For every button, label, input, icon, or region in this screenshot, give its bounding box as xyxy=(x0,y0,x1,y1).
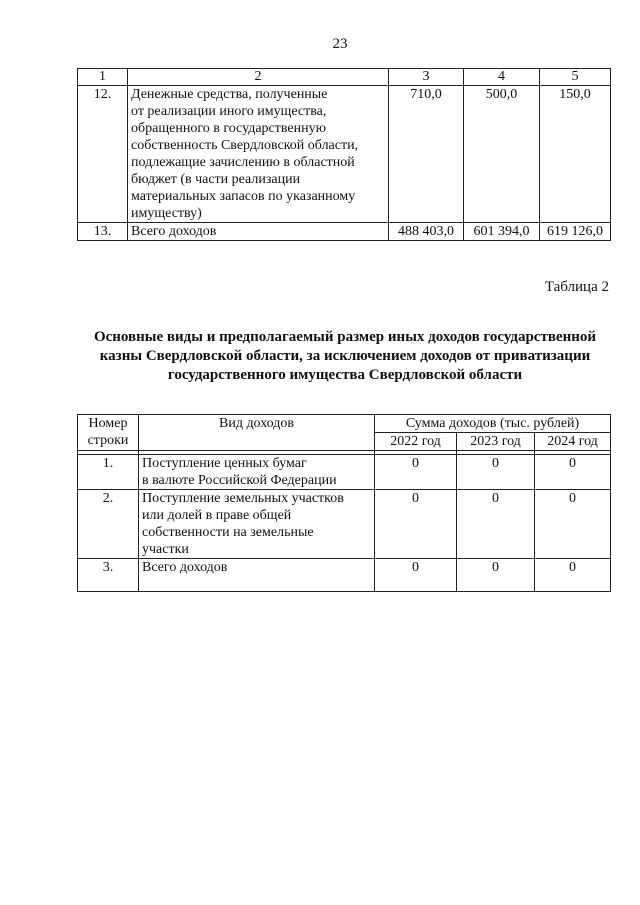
column-number: 5 xyxy=(540,69,611,86)
text-line: Поступление земельных участков xyxy=(142,491,344,506)
page-number: 23 xyxy=(332,36,348,52)
text-line: или долей в праве общей xyxy=(142,508,292,523)
table-row xyxy=(78,559,611,592)
value-2022: 710,0 xyxy=(389,86,464,223)
column-number: 4 xyxy=(464,69,540,86)
table-header-row xyxy=(78,69,611,86)
table-row xyxy=(78,86,611,223)
table-row xyxy=(78,223,611,241)
income-description xyxy=(128,223,389,241)
table-header-row xyxy=(78,415,611,433)
value-2024: 0 xyxy=(535,490,611,559)
text-line: Всего доходов xyxy=(142,560,228,575)
column-header-kind: Вид доходов xyxy=(139,415,375,451)
text-line: Денежные средства, полученные xyxy=(131,87,328,102)
column-header-number xyxy=(78,415,139,451)
column-header-year: 2024 год xyxy=(535,433,611,451)
title-line: Основные виды и предполагаемый размер иных доходов государственной xyxy=(93,329,597,345)
title-line: государственного имущества Свердловской области xyxy=(167,367,523,383)
header-line: строки xyxy=(87,433,129,448)
text-line: участки xyxy=(142,542,189,557)
text-line: материальных запасов по указанному xyxy=(131,189,356,204)
row-number: 12. xyxy=(78,86,128,223)
text-line: Всего доходов xyxy=(131,224,217,239)
other-income-table xyxy=(77,414,611,592)
value-2022: 0 xyxy=(375,455,457,490)
income-kind xyxy=(139,559,375,592)
text-line: Поступление ценных бумаг xyxy=(142,456,307,471)
row-number: 2. xyxy=(78,490,139,559)
value-2023: 0 xyxy=(457,455,535,490)
value-2023: 0 xyxy=(457,559,535,592)
table-title xyxy=(80,328,610,385)
income-kind xyxy=(139,490,375,559)
value-2023: 500,0 xyxy=(464,86,540,223)
value-2022: 0 xyxy=(375,559,457,592)
value-2024: 150,0 xyxy=(540,86,611,223)
column-header-year: 2023 год xyxy=(457,433,535,451)
row-number: 3. xyxy=(78,559,139,592)
table-row xyxy=(78,490,611,559)
column-header-sum: Сумма доходов (тыс. рублей) xyxy=(375,415,611,433)
value-2024: 619 126,0 xyxy=(540,223,611,241)
column-header-year: 2022 год xyxy=(375,433,457,451)
text-line: собственность Свердловской области, xyxy=(131,138,359,153)
table-row xyxy=(78,455,611,490)
text-line: собственности на земельные xyxy=(142,525,314,540)
income-kind xyxy=(139,455,375,490)
column-number: 1 xyxy=(78,69,128,86)
value-2023: 0 xyxy=(457,490,535,559)
income-table-continued xyxy=(77,68,611,241)
row-number: 1. xyxy=(78,455,139,490)
title-line: казны Свердловской области, за исключением доходов от приватизации xyxy=(99,348,591,364)
column-number: 3 xyxy=(389,69,464,86)
value-2022: 0 xyxy=(375,490,457,559)
text-line: бюджет (в части реализации xyxy=(131,172,301,187)
text-line: обращенного в государственную xyxy=(131,121,327,136)
income-description xyxy=(128,86,389,223)
text-line: в валюте Российской Федерации xyxy=(142,473,337,488)
text-line: от реализации иного имущества, xyxy=(131,104,327,119)
text-line: подлежащие зачислению в областной xyxy=(131,155,355,170)
text-line: имуществу) xyxy=(131,206,202,221)
value-2024: 0 xyxy=(535,455,611,490)
row-number: 13. xyxy=(78,223,128,241)
header-line: Номер xyxy=(88,416,128,431)
value-2022: 488 403,0 xyxy=(389,223,464,241)
table-caption: Таблица 2 xyxy=(544,279,609,295)
value-2024: 0 xyxy=(535,559,611,592)
column-number: 2 xyxy=(128,69,389,86)
value-2023: 601 394,0 xyxy=(464,223,540,241)
